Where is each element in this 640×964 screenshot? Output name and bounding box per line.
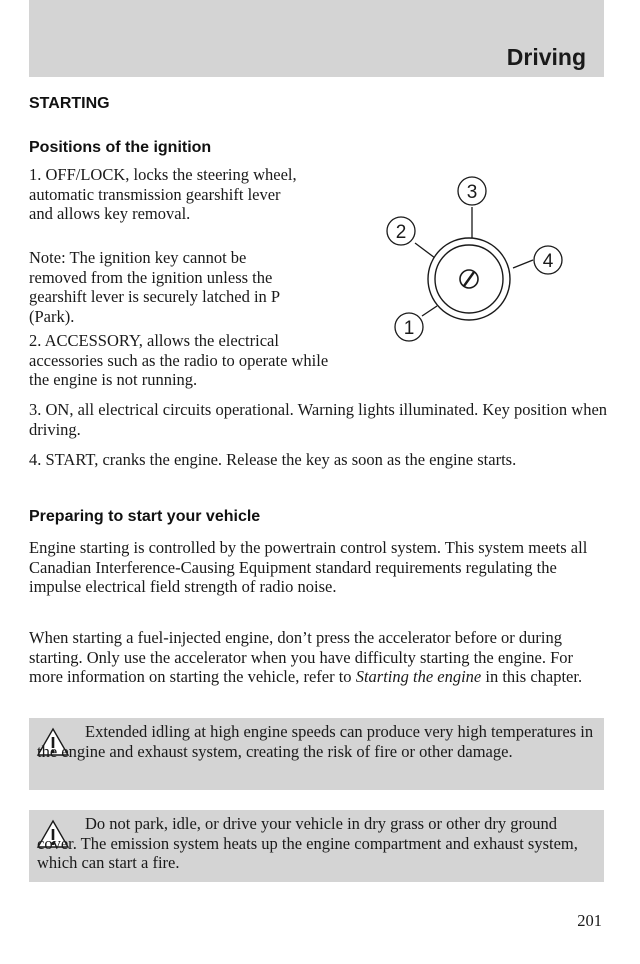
page-number: 201 (577, 911, 602, 930)
warning-box-idling (29, 718, 604, 790)
ignition-heading: Positions of the ignition (29, 139, 212, 156)
preparing-paragraph-2 (29, 628, 609, 687)
preparing-heading: Preparing to start your vehicle (29, 508, 261, 525)
callout-2 (387, 217, 415, 245)
callout-3-label: 3 (466, 182, 478, 203)
ignition-item-off-lock: 1. OFF/LOCK, locks the steering wheel, automatic transmission gearshift lever and allows key removal. (29, 165, 297, 223)
note-label: Note (29, 248, 62, 267)
leader-line-4 (513, 260, 533, 268)
starting-the-engine-reference: Starting the engine (355, 667, 482, 686)
note-text: : The ignition key cannot be removed from the ignition unless the gearshift lever is securely latched in P (Park). (29, 248, 280, 326)
paragraph-2-text-b: in this chapter. (481, 667, 583, 686)
ignition-item-accessory: 2. ACCESSORY, allows the electrical accessories such as the radio to operate while the engine is not running. (29, 331, 329, 389)
ignition-item-on: 3. ON, all electrical circuits operational. Warning lights illuminated. Key position when driving. (29, 400, 608, 439)
leader-line-2 (415, 243, 435, 258)
leader-line-1 (422, 306, 437, 316)
callout-1 (395, 313, 423, 341)
callout-4 (534, 246, 562, 274)
callout-4-label: 4 (542, 251, 554, 272)
ignition-diagram (380, 170, 580, 350)
header-bar (29, 0, 604, 77)
paragraph-2-text-a: When starting a fuel-injected engine, don’t press the accelerator before or during starting. Only use the accelerator when you have difficulty starting the engine. For more information on starting the vehicle, refer to (29, 628, 574, 686)
ignition-note (29, 248, 304, 326)
ignition-item-start: 4. START, cranks the engine. Release the key as soon as the engine starts. (29, 450, 517, 469)
warning-text-dry-grass: Do not park, idle, or drive your vehicle in dry grass or other dry ground cover. The emission system heats up the engine compartment and exhaust system, which can start a fire. (37, 814, 578, 872)
warning-text-idling: Extended idling at high engine speeds can produce very high temperatures in the engine and exhaust system, creating the risk of fire or other damage. (37, 722, 594, 761)
callout-1-label: 1 (403, 318, 415, 339)
warning-box-dry-grass (29, 810, 604, 882)
preparing-paragraph-1: Engine starting is controlled by the powertrain control system. This system meets all Canadian Interference-Causing Equipment standard requirements regulating the impulse electrical field strength of radio noise. (29, 538, 588, 596)
page-title: Driving (506, 44, 586, 70)
section-title: STARTING (29, 95, 110, 112)
callout-3 (458, 177, 486, 205)
callout-2-label: 2 (395, 222, 407, 243)
